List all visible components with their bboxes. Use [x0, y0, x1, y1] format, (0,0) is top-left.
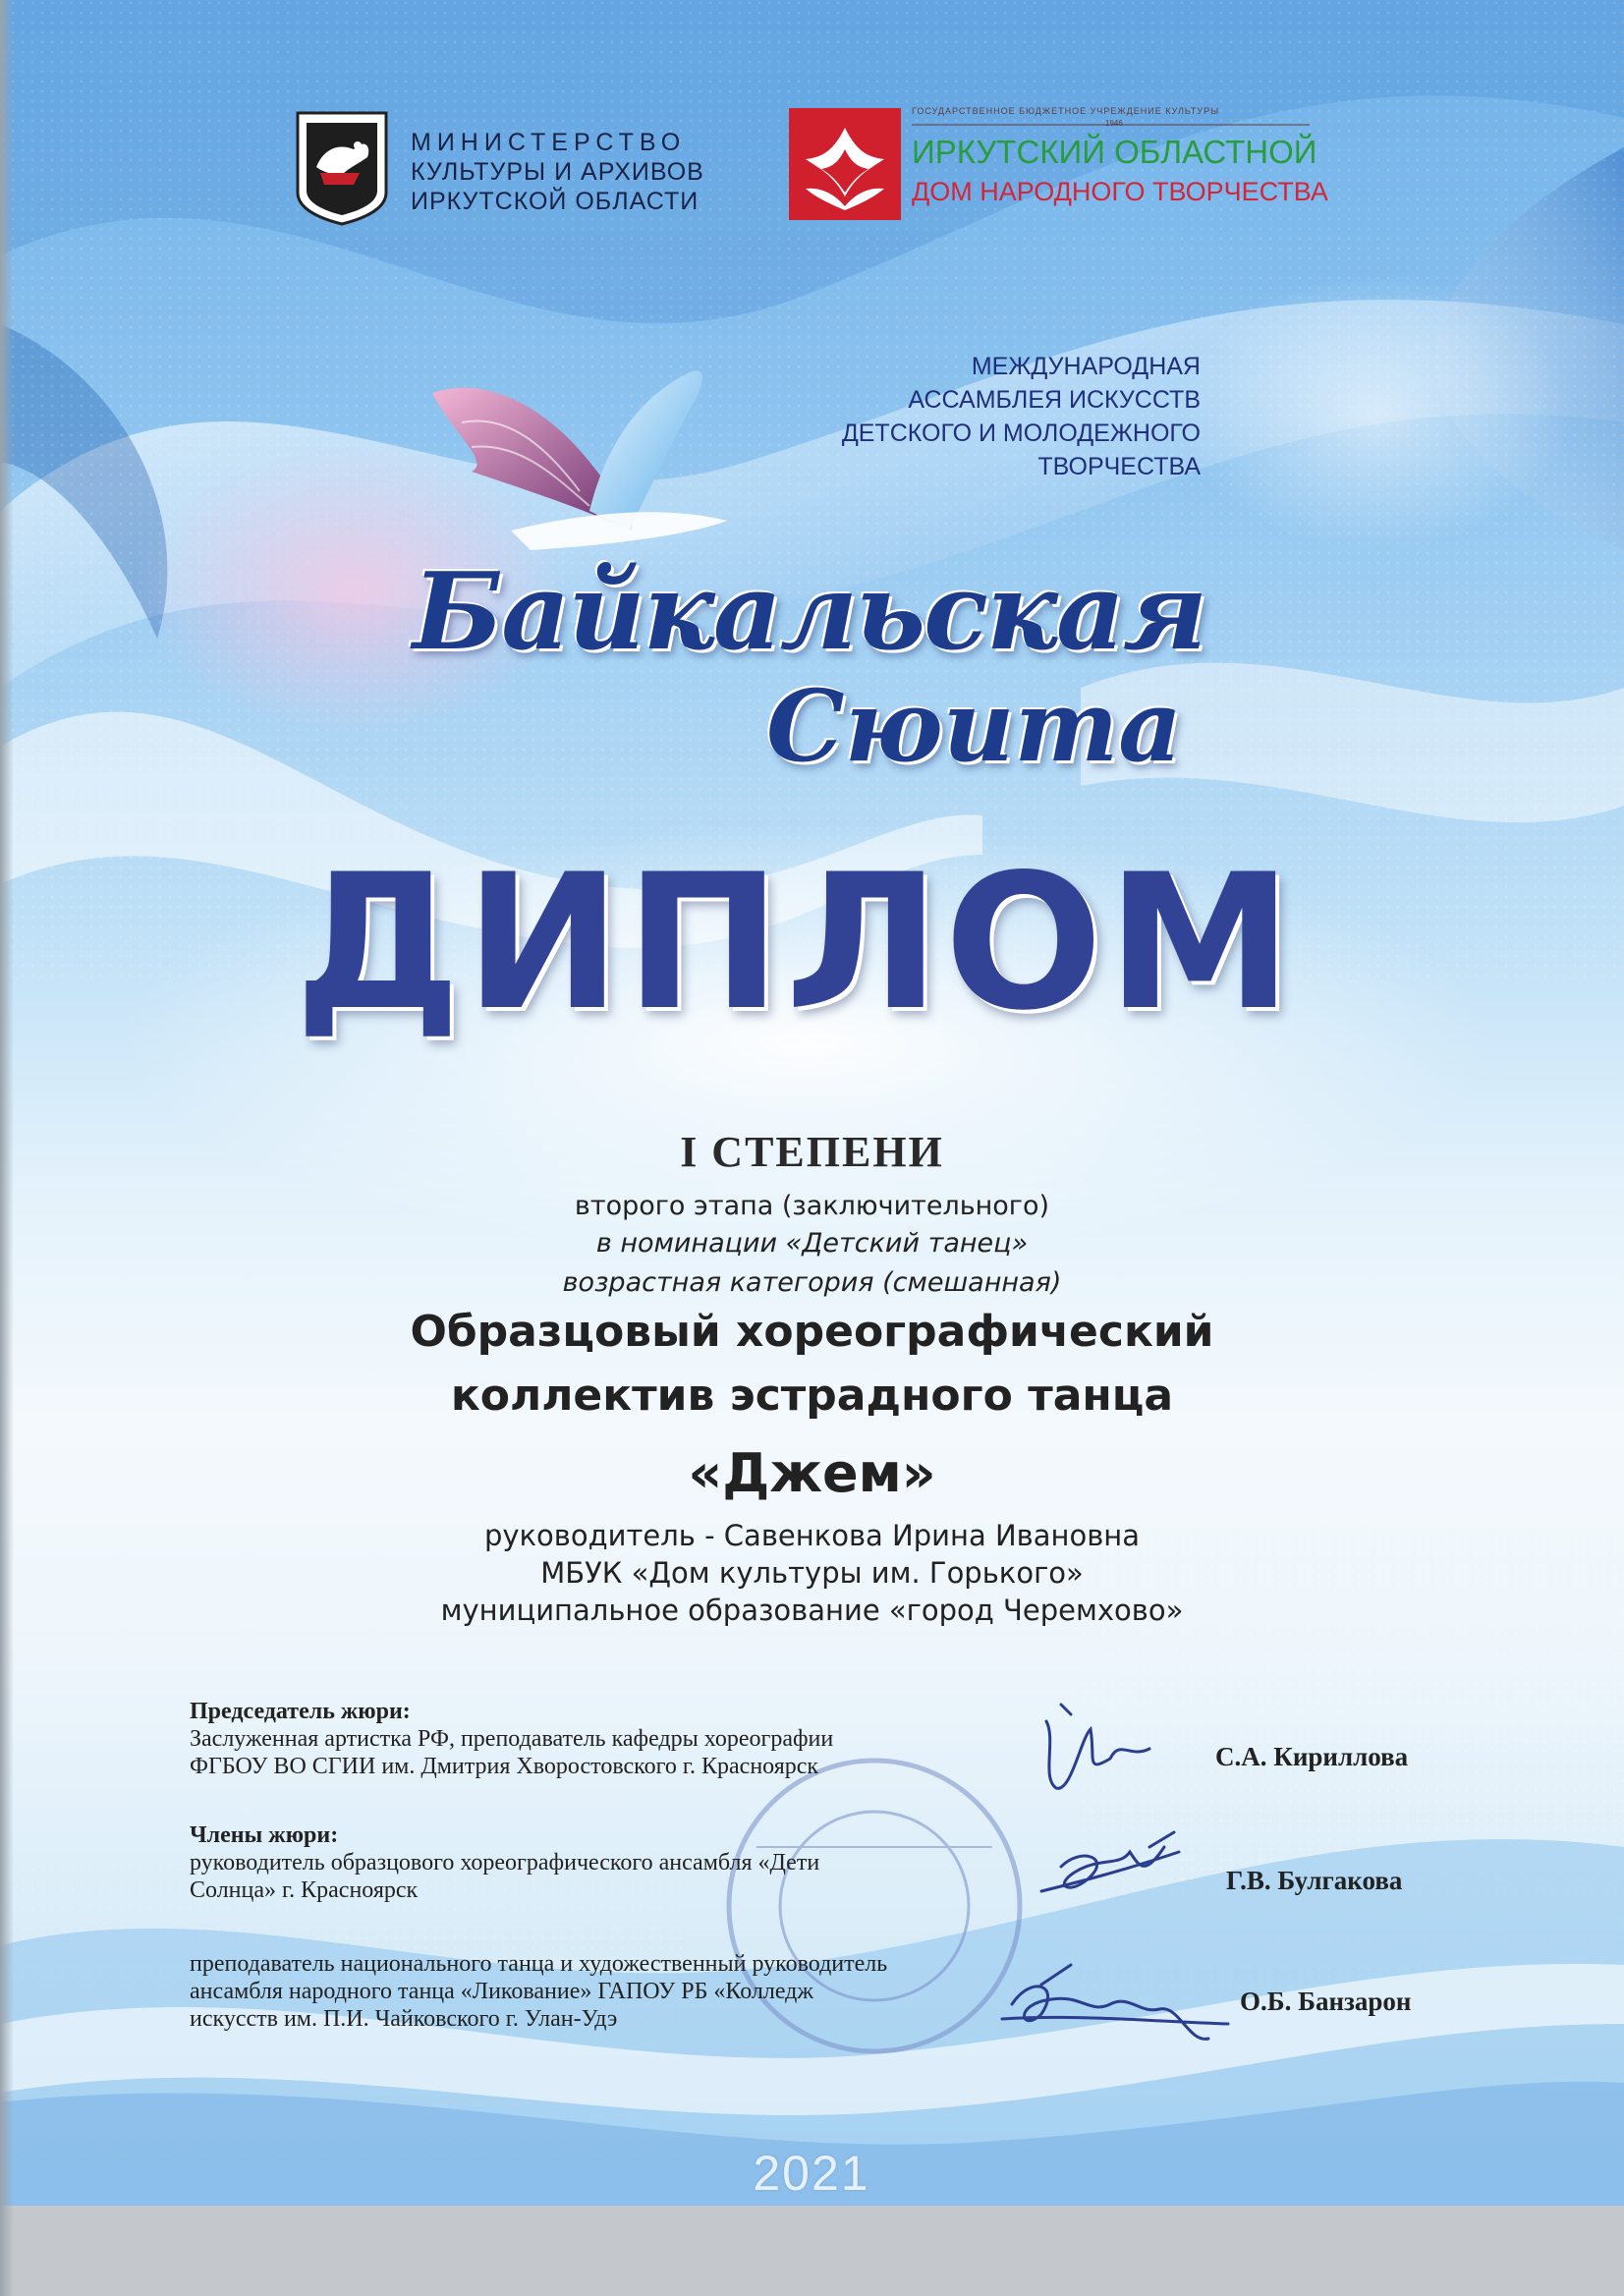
age-category: возрастная категория (смешанная)	[562, 1267, 1062, 1298]
ministry-line-1: МИНИСТЕРСТВО	[411, 129, 687, 156]
collective-line-1: Образцовый хореографический	[410, 1307, 1214, 1357]
jury-chair-desc-1: Заслуженная артистка РФ, преподаватель кафедры хореографии	[190, 1726, 834, 1752]
assembly-line-2: АССАМБЛЕЯ ИСКУССТВ	[908, 386, 1201, 414]
jury-member-2-desc-2: ансамбля народного танца «Ликование» ГАПОУ РБ «Колледж	[190, 1979, 813, 2004]
jury-member-1-name: Г.В. Булгакова	[1226, 1866, 1403, 1895]
bottom-scan-strip	[0, 2206, 1624, 2296]
jury-member-2-desc-1: преподаватель национального танца и художественный руководитель	[190, 1951, 888, 1977]
ministry-line-2: КУЛЬТУРЫ И АРХИВОВ	[411, 158, 704, 186]
jury-member-2-desc-3: искусств им. П.И. Чайковского г. Улан-Удэ	[190, 2006, 618, 2032]
house-name-line-1: ИРКУТСКИЙ ОБЛАСТНОЙ	[912, 134, 1317, 170]
jury-member-1-desc-1: руководитель образцового хореографического ансамбля «Дети	[190, 1850, 820, 1876]
jury-member-1-block	[190, 1821, 1005, 1904]
municipality: муниципальное образование «город Черемхово»	[440, 1594, 1184, 1627]
jury-chair-desc-2: ФГБОУ ВО СГИИ им. Дмитрия Хворостовского г. Красноярск	[190, 1754, 819, 1779]
year: 2021	[753, 2146, 870, 2201]
assembly-line-3: ДЕТСКОГО И МОЛОДЕЖНОГО	[841, 420, 1201, 447]
assembly-line-1: МЕЖДУНАРОДНАЯ	[971, 353, 1201, 380]
assembly-name	[747, 350, 1201, 483]
jury-member-2-name: О.Б. Банзарон	[1240, 1987, 1412, 2016]
jury-member-2-block	[190, 1950, 1054, 2033]
leader: руководитель - Савенкова Ирина Ивановна	[483, 1519, 1141, 1552]
house-caption: ГОСУДАРСТВЕННОЕ БЮДЖЕТНОЕ УЧРЕЖДЕНИЕ КУЛЬТУРЫ	[912, 106, 1220, 116]
jury-member-1-desc-2: Солнца» г. Красноярск	[190, 1877, 419, 1903]
organization: МБУК «Дом культуры им. Горького»	[540, 1556, 1084, 1590]
ministry-name	[411, 128, 705, 216]
jury-chair-heading: Председатель жюри:	[190, 1699, 411, 1724]
jury-chair-block	[190, 1698, 1005, 1780]
stage: второго этапа (заключительного)	[574, 1191, 1050, 1221]
house-name-line-2: ДОМ НАРОДНОГО ТВОРЧЕСТВА	[912, 177, 1328, 206]
group-name: «Джем»	[688, 1442, 936, 1504]
degree: I СТЕПЕНИ	[680, 1128, 944, 1176]
jury-members-heading: Члены жюри:	[190, 1822, 339, 1848]
event-title-line-2: Сюита	[766, 668, 1183, 784]
collective-line-2: коллектив эстрадного танца	[450, 1371, 1174, 1421]
assembly-line-4: ТВОРЧЕСТВА	[1037, 453, 1201, 480]
ministry-emblem	[298, 113, 386, 224]
jury-chair-name: С.А. Кириллова	[1215, 1742, 1409, 1771]
nomination: в номинации «Детский танец»	[595, 1228, 1029, 1259]
diploma-heading: ДИПЛОМ	[295, 834, 1297, 1051]
house-founded-year: 1946	[1105, 119, 1123, 128]
event-title-line-1: Байкальская	[413, 550, 1205, 674]
ministry-line-3: ИРКУТСКОЙ ОБЛАСТИ	[411, 188, 700, 215]
